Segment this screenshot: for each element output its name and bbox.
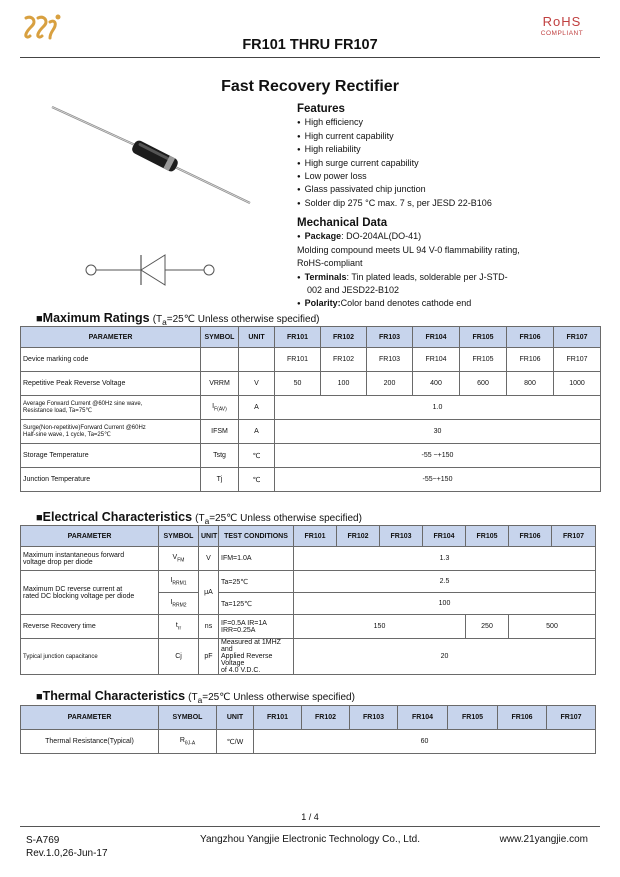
table-row: Junction Temperature Tj ℃ -55~+150 <box>21 468 601 492</box>
rohs-badge <box>522 14 602 37</box>
mech-terminals-cont: 002 and JESD22-B102 <box>307 285 400 296</box>
thermal-heading: ■Thermal Characteristics ($T_a=25℃$ Unless otherwise specified) <box>36 689 355 705</box>
mech-molding-1: Molding compound meets UL 94 V-0 flammability rating, <box>297 244 520 255</box>
table-row: $I_{RRM2}$ Ta=125℃ 100 <box>21 593 596 615</box>
mech-polarity: ● Polarity:Color band denotes cathode end <box>297 297 520 310</box>
mech-terminals: ● Terminals: Tin plated leads, solderable per J-STD- <box>297 271 520 284</box>
table-header-row: PARAMETER SYMBOL UNIT FR101 FR102 FR103 FR104 FR105 FR106 FR107 <box>21 706 596 730</box>
company-name: Yangzhou Yangjie Electronic Technology Co., Ltd. <box>200 834 420 845</box>
diode-symbol <box>80 245 230 295</box>
rohs-label: RoHS <box>542 14 582 29</box>
document-title: FR101 THRU FR107 <box>242 37 378 53</box>
feature-item: ● Solder dip 275 °C max. 7 s, per JESD 22-B106 <box>297 197 492 210</box>
mechanical-data-section <box>297 217 520 311</box>
table-row: Maximum instantaneous forward voltage drop per diode $V_{FM}$ V IFM=1.0A 1.3 <box>21 547 596 571</box>
table-row: Device marking code FR101 FR102 FR103 FR104 FR105 FR106 FR107 <box>21 348 601 372</box>
electrical-heading: ■Electrical Characteristics ($T_a=25℃$ Unless otherwise specified) <box>36 510 362 526</box>
footer-divider <box>20 826 600 827</box>
table-row: Repetitive Peak Reverse Voltage VRRM V 50 100 200 400 600 800 1000 <box>21 372 601 396</box>
table-row: Reverse Recovery time $t_{rr}$ ns IF=0.5A IR=1A IRR=0.25A 150 250 500 <box>21 615 596 639</box>
thermal-table <box>20 705 596 754</box>
features-heading: Features <box>297 103 345 115</box>
feature-item: ● Low power loss <box>297 170 492 183</box>
website-link[interactable]: www.21yangjie.com <box>499 834 588 845</box>
table-row: Typical junction capacitance Cj pF Measured at 1MHZ and Applied Reverse Voltage of 4.0 V.D.C. 20 <box>21 639 596 675</box>
electrical-table <box>20 525 596 675</box>
feature-item: ● High current capability <box>297 130 492 143</box>
max-ratings-table <box>20 326 601 492</box>
page-number: 1 / 4 <box>301 812 319 822</box>
table-header-row: PARAMETER SYMBOL UNIT FR101 FR102 FR103 FR104 FR105 FR106 FR107 <box>21 327 601 348</box>
feature-item: ● High efficiency <box>297 116 492 129</box>
mech-package: ● Package: DO-204AL(DO-41) <box>297 230 520 243</box>
table-row: Storage Temperature Tstg ℃ -55 ~+150 <box>21 444 601 468</box>
table-row: Maximum DC reverse current at rated DC blocking voltage per diode $I_{RRM1}$ μA Ta=25℃ 2.5 <box>21 571 596 593</box>
mech-molding-2: RoHS-compliant <box>297 258 363 269</box>
table-row: Average Forward Current @60Hz sine wave, Resistance load, Ta=75℃ $I_{F(AV)}$ A 1.0 <box>21 396 601 420</box>
features-section <box>297 103 492 210</box>
table-row: Thermal Resistance(Typical) $R_{\theta J-A}$ ℃/W 60 <box>21 730 596 754</box>
table-row: Surge(Non-repetitive)Forward Current @60Hz Half-sine wave, 1 cycle, Ta=25℃ IFSM A 30 <box>21 420 601 444</box>
product-subtitle: Fast Recovery Rectifier <box>221 78 399 95</box>
feature-item: ● High surge current capability <box>297 157 492 170</box>
rohs-compliant-label: COMPLIANT <box>540 30 584 37</box>
mechanical-heading: Mechanical Data <box>297 217 388 229</box>
document-code: S-A769 Rev.1.0,26-Jun-17 <box>26 835 108 859</box>
feature-item: ● Glass passivated chip junction <box>297 183 492 196</box>
max-ratings-heading: ■Maximum Ratings ($T_a=25℃$ Unless otherwise specified) <box>36 311 320 327</box>
table-header-row: PARAMETER SYMBOL UNIT TEST CONDITIONS FR101 FR102 FR103 FR104 FR105 FR106 FR107 <box>21 526 596 547</box>
header-divider <box>20 57 600 58</box>
feature-item: ● High reliability <box>297 143 492 156</box>
